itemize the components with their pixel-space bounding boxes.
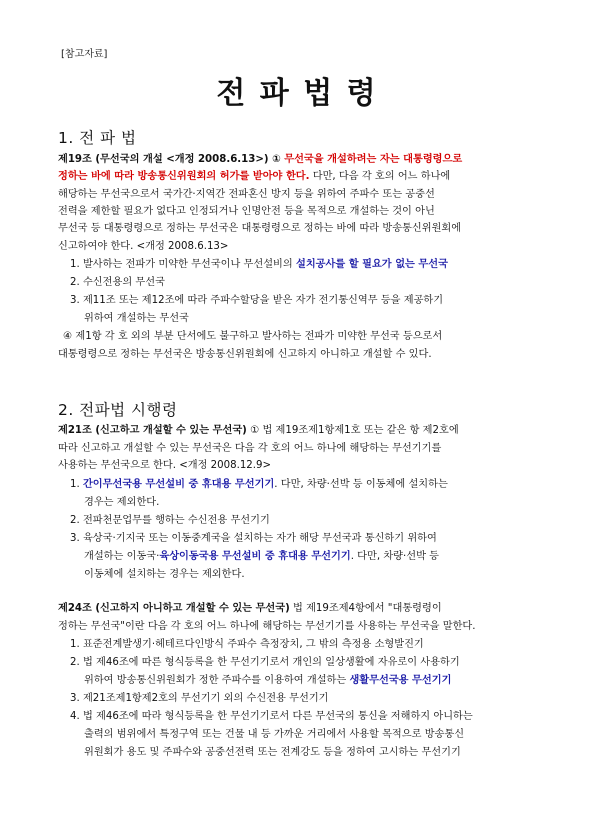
s2-a24-item-4-line-2: 출력의 범위에서 특정구역 또는 건물 내 등 가까운 거리에서 사용할 목적으로 방송통신 — [84, 729, 465, 740]
s2-item-3-line-3: 이동체에 설치하는 경우는 제외한다. — [84, 569, 245, 580]
s2-item-3-emphasis: 육상이동국용 무선설비 중 휴대용 무선기기 — [159, 551, 351, 562]
article-24-line-1 — [58, 600, 442, 617]
s1-item-2: 2. 수신전용의 무선국 — [70, 277, 165, 288]
article-19-line-5: 무선국 등 대통령령으로 정하는 무선국은 대통령령으로 정하는 바에 따라 방송통신위원회에 — [58, 223, 462, 234]
s2-item-1-emphasis: 간이무선국용 무선설비 중 휴대용 무선기기 — [82, 479, 275, 490]
s1-item-1-text: 1. 발사하는 전파가 미약한 무선국이나 무선설비의 — [70, 259, 296, 270]
reference-label: [참고자료] — [61, 49, 108, 60]
s2-item-1-text: . 다만, 차량·선박 등 이동체에 설치하는 — [274, 479, 448, 490]
s2-item-2: 2. 전파천문업무를 행하는 수신전용 무선기기 — [70, 515, 270, 526]
s1-item-1 — [70, 256, 448, 273]
article-19-text: 다만, 다음 각 호의 어느 하나에 — [309, 171, 451, 182]
s2-item-1 — [70, 476, 448, 493]
s2-a24-item-1: 1. 표준전계발생기·헤테르다인방식 주파수 측정장치, 그 밖의 측정용 소형발진기 — [70, 639, 424, 650]
s2-a24-item-2: 2. 법 제46조에 따른 형식등록을 한 무선기기로서 개인의 일상생활에 자유로이 사용하기 — [70, 657, 460, 668]
article-19-emphasis-1: 무선국을 개설하려는 자는 대통령령으로 — [284, 154, 463, 165]
section-1-heading: 1. 전 파 법 — [58, 129, 137, 147]
s2-a24-item-2-text: 위하여 방송통신위원회가 정한 주파수를 이용하여 개설하는 — [84, 675, 350, 686]
article-24-line-2: 정하는 무선국"이란 다음 각 호의 어느 하나에 해당하는 무선기기를 사용하는 무선국을 말한다. — [58, 621, 476, 632]
s1-item-3-continued: 위하여 개설하는 무선국 — [84, 313, 189, 324]
article-19-para-4-continued: 대통령령으로 정하는 무선국은 방송통신위원회에 신고하지 아니하고 개설할 수 있다. — [58, 349, 432, 360]
s2-item-1-continued: 경우는 제외한다. — [84, 497, 160, 508]
article-21-line-3: 사용하는 무선국으로 한다. <개정 2008.12.9> — [58, 460, 272, 471]
article-21-text: ① 법 제19조제1항제1호 또는 같은 항 제2호에 — [246, 425, 459, 436]
s2-item-3: 3. 육상국·기지국 또는 이동중계국을 설치하는 자가 해당 무선국과 통신하기 위하여 — [70, 533, 437, 544]
s2-a24-item-4-line-3: 위원회가 용도 및 주파수와 공중선전력 또는 전계강도 등을 정하여 고시하는 무선기기 — [84, 747, 461, 758]
article-19-line-2 — [58, 168, 450, 185]
s2-item-1-number: 1. — [70, 479, 83, 490]
article-21-title: 제21조 (신고하고 개설할 수 있는 무선국) — [58, 425, 247, 436]
s2-a24-item-2-emphasis: 생활무선국용 무선기기 — [349, 675, 452, 686]
article-19-line-1 — [58, 151, 462, 168]
article-21-line-1 — [58, 422, 459, 439]
article-24-text: 법 제19조제4항에서 "대통령령이 — [289, 603, 442, 614]
s2-a24-item-2-continued — [84, 672, 451, 689]
article-19-line-3: 해당하는 무선국으로서 국가간·지역간 전파혼신 방지 등을 위하여 주파수 또는 공중선 — [58, 189, 435, 200]
s2-a24-item-4: 4. 법 제46조에 따라 형식등록을 한 무선기기로서 다른 무선국의 통신을 저해하지 아니하는 — [70, 711, 473, 722]
s2-a24-item-3: 3. 제21조제1항제2호의 무선기기 외의 수신전용 무선기기 — [70, 693, 329, 704]
article-19-title: 제19조 (무선국의 개설 <개정 2008.6.13>) ① — [58, 154, 285, 165]
article-19-line-6: 신고하여야 한다. <개정 2008.6.13> — [58, 241, 229, 252]
page-title: 전 파 법 령 — [216, 76, 378, 111]
article-21-line-2: 따라 신고하고 개설할 수 있는 무선국은 다음 각 호의 어느 하나에 해당하는 무선기기를 — [58, 443, 442, 454]
article-19-para-4: ④ 제1항 각 호 외의 부분 단서에도 불구하고 발사하는 전파가 미약한 무선국 등으로서 — [63, 331, 443, 342]
s2-item-3-text-2: . 다만, 차량·선박 등 — [350, 551, 440, 562]
article-19-emphasis-2: 정하는 바에 따라 방송통신위원회의 허가를 받아야 한다. — [58, 171, 310, 182]
article-19-line-4: 전력을 제한할 필요가 없다고 인정되거나 인명안전 등을 목적으로 개설하는 것이 아닌 — [58, 206, 435, 217]
s2-item-3-text: 개설하는 이동국· — [84, 551, 160, 562]
s1-item-3: 3. 제11조 또는 제12조에 따라 주파수할당을 받은 자가 전기통신역무 등을 제공하기 — [70, 295, 444, 306]
s1-item-1-emphasis: 설치공사를 할 필요가 없는 무선국 — [295, 259, 448, 270]
article-24-title: 제24조 (신고하지 아니하고 개설할 수 있는 무선국) — [58, 603, 290, 614]
section-2-heading: 2. 전파법 시행령 — [58, 401, 178, 419]
s2-item-3-line-2 — [84, 548, 439, 565]
